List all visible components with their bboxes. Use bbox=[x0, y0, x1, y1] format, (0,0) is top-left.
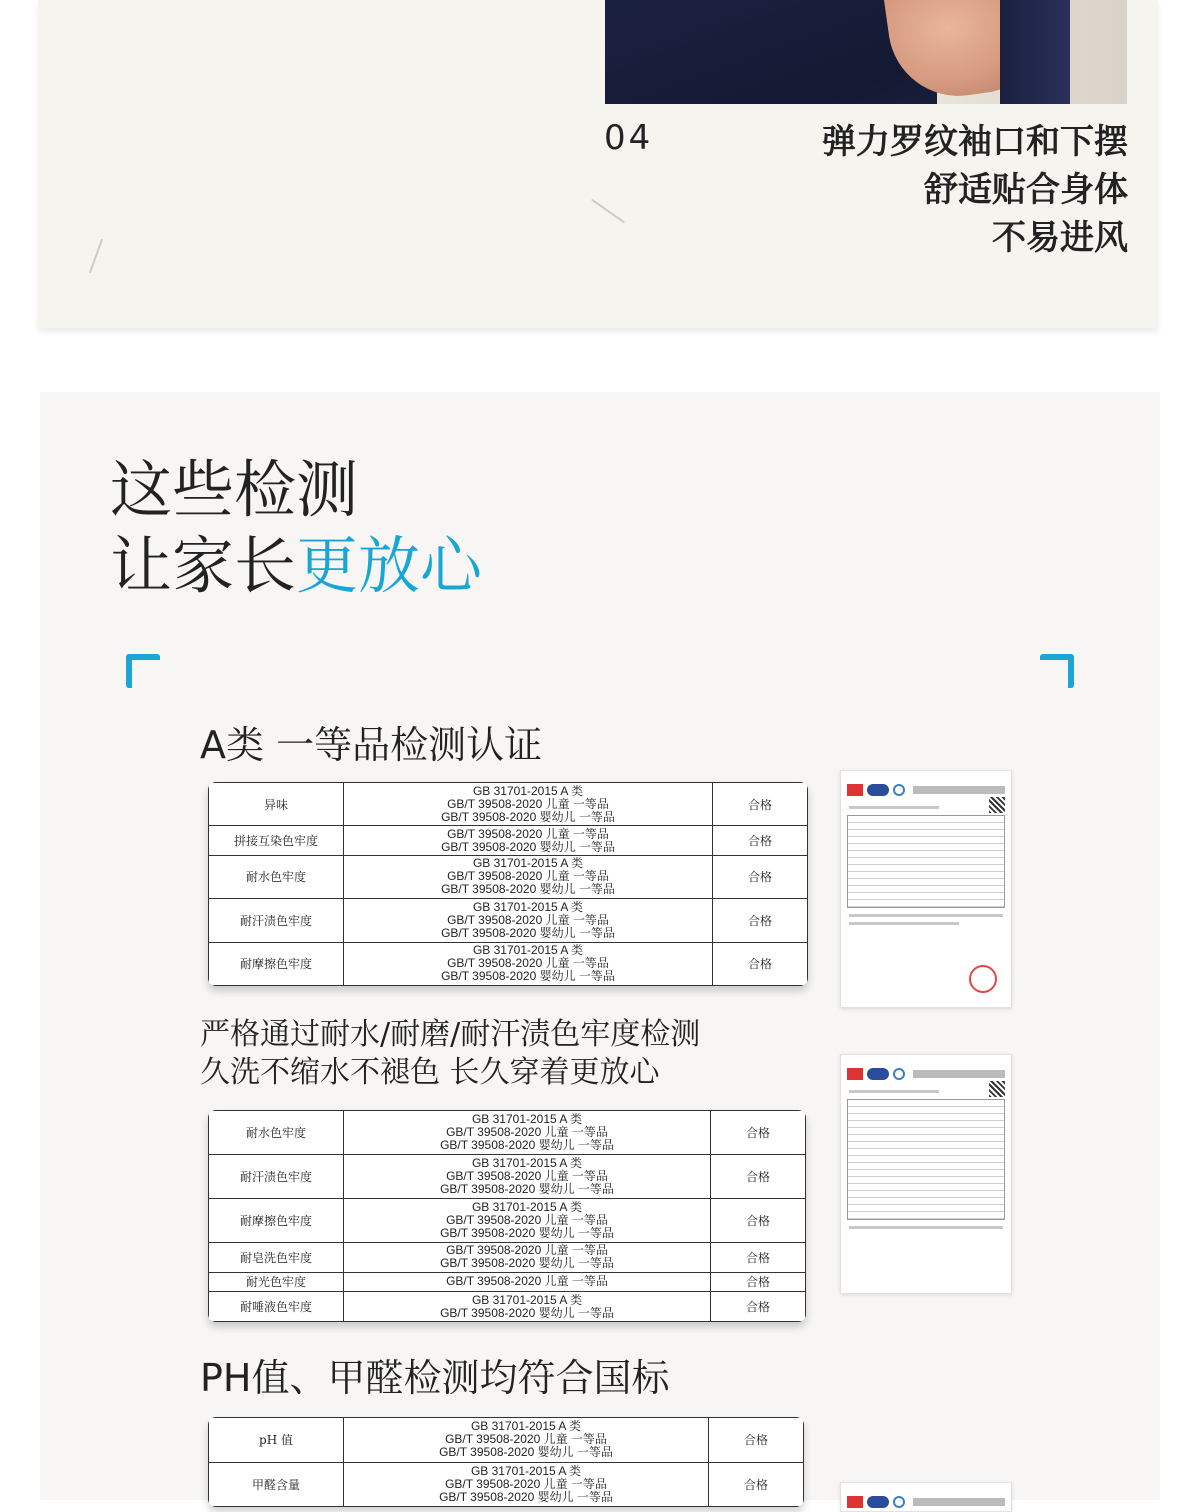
headline-accent: 更放心 bbox=[296, 529, 483, 602]
table-row bbox=[209, 783, 808, 826]
standard-line: GB 31701-2015 A 类 bbox=[471, 1155, 583, 1170]
qr-code-icon bbox=[989, 797, 1005, 813]
standard-cell bbox=[344, 942, 713, 985]
test-item-cell: 耐汗渍色牢度 bbox=[209, 899, 344, 942]
standard-line: GB/T 39508-2020 儿童 一等品 bbox=[446, 1243, 608, 1258]
test-item-cell: 耐光色牢度 bbox=[209, 1272, 344, 1292]
standard-cell bbox=[344, 855, 713, 898]
section-a-table bbox=[208, 782, 808, 986]
cnas-logo-icon bbox=[867, 784, 889, 796]
standard-line: GB 31701-2015 A 类 bbox=[471, 1292, 583, 1307]
standard-cell bbox=[344, 1272, 711, 1292]
test-item-cell: 耐唾液色牢度 bbox=[209, 1292, 344, 1322]
standard-line: GB/T 39508-2020 婴幼儿 一等品 bbox=[440, 1305, 614, 1320]
test-item-cell: 耐汗渍色牢度 bbox=[209, 1154, 344, 1198]
standard-line: GB 31701-2015 A 类 bbox=[470, 1463, 582, 1478]
result-cell: 合格 bbox=[713, 942, 808, 985]
section-a-title: A类 一等品检测认证 bbox=[200, 723, 543, 767]
table-row bbox=[209, 855, 808, 898]
standard-line: GB/T 39508-2020 婴幼儿 一等品 bbox=[441, 809, 615, 824]
result-cell: 合格 bbox=[711, 1242, 806, 1272]
feature-line: 不易进风 bbox=[992, 218, 1128, 258]
result-cell: 合格 bbox=[711, 1111, 806, 1155]
standard-cell bbox=[344, 783, 713, 826]
test-item-cell: 甲醛含量 bbox=[209, 1462, 344, 1507]
cma-logo-icon bbox=[847, 1068, 863, 1080]
test-item-cell: 拼接互染色牢度 bbox=[209, 826, 344, 855]
paper-texture-mark bbox=[89, 239, 103, 274]
cma-logo-icon bbox=[847, 784, 863, 796]
standard-line: GB/T 39508-2020 儿童 一等品 bbox=[447, 869, 609, 884]
headline-plain: 让家长 bbox=[110, 529, 297, 602]
table-row bbox=[209, 1154, 806, 1198]
result-cell: 合格 bbox=[713, 783, 808, 826]
product-photo bbox=[605, 0, 1127, 104]
standard-line: GB 31701-2015 A 类 bbox=[472, 899, 584, 914]
test-item-cell: 耐摩擦色牢度 bbox=[209, 1198, 344, 1242]
standard-cell bbox=[344, 1154, 711, 1198]
standard-cell bbox=[344, 826, 713, 855]
test-item-cell: pH 值 bbox=[209, 1418, 344, 1463]
corner-bracket-left-icon bbox=[126, 654, 160, 688]
result-cell: 合格 bbox=[709, 1418, 804, 1463]
test-item-cell: 耐皂洗色牢度 bbox=[209, 1242, 344, 1272]
standard-line: GB/T 39508-2020 儿童 一等品 bbox=[447, 826, 609, 841]
standard-cell bbox=[344, 1111, 711, 1155]
standard-line: GB/T 39508-2020 儿童 一等品 bbox=[446, 1124, 608, 1139]
qr-code-icon bbox=[989, 1081, 1005, 1097]
official-seal-icon bbox=[969, 965, 997, 993]
test-item-cell: 异味 bbox=[209, 783, 344, 826]
standard-cell bbox=[344, 1292, 711, 1322]
standard-line: GB/T 39508-2020 婴幼儿 一等品 bbox=[441, 839, 615, 854]
corner-bracket-right-icon bbox=[1040, 654, 1074, 688]
cnas-logo-icon bbox=[867, 1068, 889, 1080]
standard-line: GB 31701-2015 A 类 bbox=[470, 1419, 582, 1434]
feature-line: 弹力罗纹袖口和下摆 bbox=[822, 122, 1128, 162]
table-row bbox=[209, 826, 808, 855]
feature-description bbox=[822, 118, 1128, 262]
standard-line: GB/T 39508-2020 婴幼儿 一等品 bbox=[440, 1256, 614, 1271]
test-report-thumbnail bbox=[840, 1054, 1012, 1294]
standard-line: GB 31701-2015 A 类 bbox=[471, 1199, 583, 1214]
step-number: 04 bbox=[604, 118, 654, 158]
standard-line: GB/T 39508-2020 儿童 一等品 bbox=[447, 956, 609, 971]
lab-logo-icon bbox=[893, 1496, 905, 1508]
standard-line: GB/T 39508-2020 儿童 一等品 bbox=[446, 1212, 608, 1227]
lab-logo-icon bbox=[893, 784, 905, 796]
feature-line: 舒适贴合身体 bbox=[924, 170, 1128, 210]
lab-logo-icon bbox=[893, 1068, 905, 1080]
standard-cell bbox=[344, 1198, 711, 1242]
table-row bbox=[209, 1111, 806, 1155]
standard-line: GB/T 39508-2020 婴幼儿 一等品 bbox=[439, 1445, 613, 1460]
table-row bbox=[209, 1292, 806, 1322]
standard-line: GB/T 39508-2020 儿童 一等品 bbox=[446, 1168, 608, 1183]
section-b-line: 久洗不缩水不褪色 长久穿着更放心 bbox=[200, 1055, 660, 1090]
standard-line: GB/T 39508-2020 婴幼儿 一等品 bbox=[441, 882, 615, 897]
standard-line: GB 31701-2015 A 类 bbox=[471, 1111, 583, 1126]
table-row bbox=[209, 1272, 806, 1292]
standard-line: GB/T 39508-2020 婴幼儿 一等品 bbox=[440, 1181, 614, 1196]
standard-line: GB 31701-2015 A 类 bbox=[472, 943, 584, 958]
result-cell: 合格 bbox=[713, 826, 808, 855]
headline-line-2 bbox=[110, 528, 482, 604]
photo-sleeve bbox=[1000, 0, 1070, 104]
standard-line: GB 31701-2015 A 类 bbox=[472, 856, 584, 871]
result-cell: 合格 bbox=[713, 855, 808, 898]
result-cell: 合格 bbox=[711, 1292, 806, 1322]
standard-line: GB/T 39508-2020 儿童 一等品 bbox=[445, 1476, 607, 1491]
table-row bbox=[209, 1242, 806, 1272]
table-row bbox=[209, 899, 808, 942]
test-item-cell: 耐摩擦色牢度 bbox=[209, 942, 344, 985]
section-b-description bbox=[200, 1016, 700, 1092]
standard-cell bbox=[344, 899, 713, 942]
standard-line: GB/T 39508-2020 儿童 一等品 bbox=[447, 912, 609, 927]
section-b-table bbox=[208, 1110, 806, 1322]
test-item-cell: 耐水色牢度 bbox=[209, 1111, 344, 1155]
standard-cell bbox=[344, 1242, 711, 1272]
result-cell: 合格 bbox=[713, 899, 808, 942]
standard-line: GB/T 39508-2020 儿童 一等品 bbox=[447, 796, 609, 811]
standard-line: GB/T 39508-2020 婴幼儿 一等品 bbox=[441, 925, 615, 940]
table-row bbox=[209, 942, 808, 985]
standard-line: GB 31701-2015 A 类 bbox=[472, 783, 584, 798]
result-cell: 合格 bbox=[711, 1198, 806, 1242]
standard-line: GB/T 39508-2020 儿童 一等品 bbox=[445, 1432, 607, 1447]
result-cell: 合格 bbox=[711, 1154, 806, 1198]
result-cell: 合格 bbox=[709, 1462, 804, 1507]
test-item-cell: 耐水色牢度 bbox=[209, 855, 344, 898]
standard-line: GB/T 39508-2020 婴幼儿 一等品 bbox=[440, 1225, 614, 1240]
paper-texture-mark bbox=[591, 199, 625, 224]
standard-cell bbox=[344, 1418, 709, 1463]
section-headline bbox=[110, 452, 482, 604]
standard-line: GB/T 39508-2020 婴幼儿 一等品 bbox=[441, 969, 615, 984]
cma-logo-icon bbox=[847, 1496, 863, 1508]
table-row bbox=[209, 1418, 804, 1463]
standard-line: GB/T 39508-2020 婴幼儿 一等品 bbox=[439, 1489, 613, 1504]
feature-card bbox=[38, 0, 1158, 328]
table-row bbox=[209, 1198, 806, 1242]
cnas-logo-icon bbox=[867, 1496, 889, 1508]
standard-line: GB/T 39508-2020 婴幼儿 一等品 bbox=[440, 1137, 614, 1152]
section-b-line: 严格通过耐水/耐磨/耐汗渍色牢度检测 bbox=[200, 1017, 701, 1052]
testing-card bbox=[40, 392, 1160, 1504]
test-report-thumbnail bbox=[840, 1482, 1012, 1512]
result-cell: 合格 bbox=[711, 1272, 806, 1292]
section-c-table bbox=[208, 1417, 804, 1507]
section-c-title: PH值、甲醛检测均符合国标 bbox=[200, 1356, 670, 1400]
standard-line: GB/T 39508-2020 儿童 一等品 bbox=[446, 1274, 608, 1289]
test-report-thumbnail bbox=[840, 770, 1012, 1008]
headline-line-1: 这些检测 bbox=[110, 453, 359, 526]
